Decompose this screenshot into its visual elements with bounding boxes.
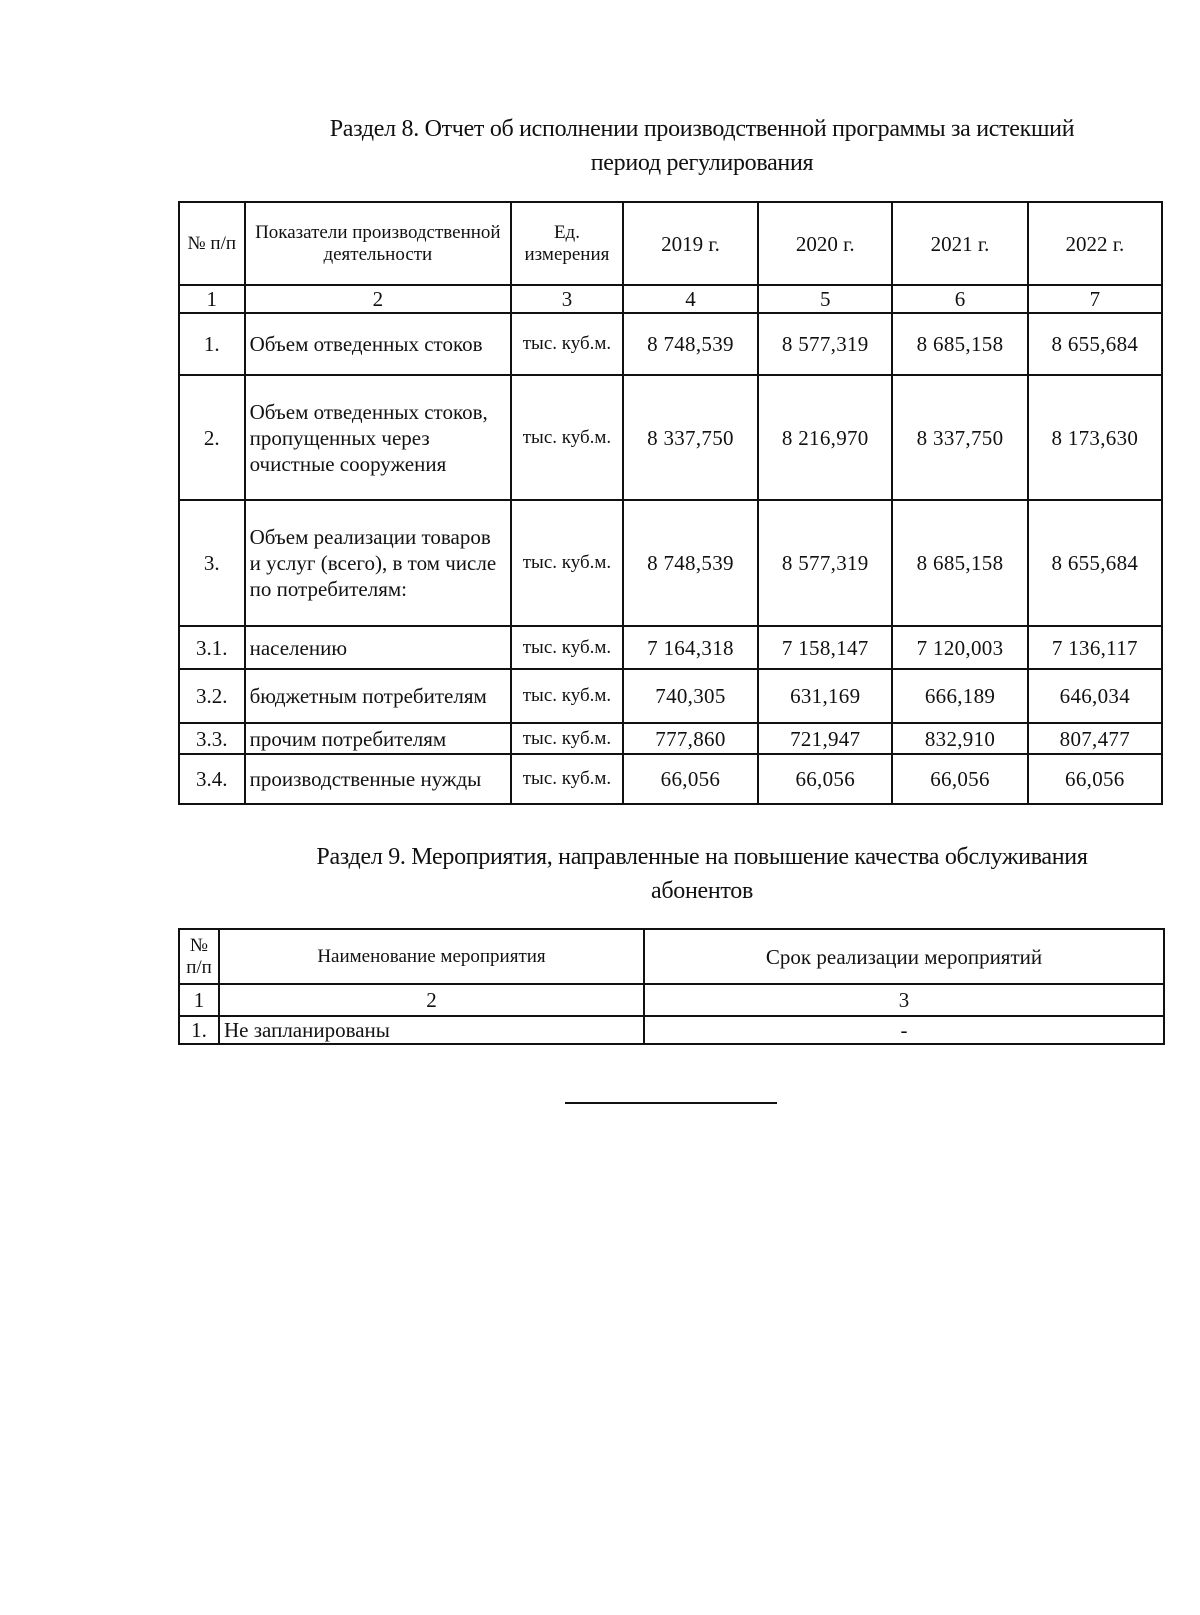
value-2020: 721,947: [758, 723, 892, 754]
value-2019: 66,056: [623, 754, 758, 804]
value-2022: 646,034: [1028, 669, 1162, 723]
value-2022: 8 655,684: [1028, 500, 1162, 626]
value-2021: 8 685,158: [892, 500, 1027, 626]
measure-deadline: -: [644, 1016, 1164, 1044]
value-2019: 740,305: [623, 669, 758, 723]
value-2021: 832,910: [892, 723, 1027, 754]
row-indicator: бюджетным потребителям: [245, 669, 512, 723]
value-2021: 66,056: [892, 754, 1027, 804]
row-num: 3.1.: [179, 626, 245, 669]
colnum: 3: [511, 285, 623, 313]
header-unit: Ед. измерения: [511, 202, 623, 285]
row-num: 3.: [179, 500, 245, 626]
section8-title-line1: Раздел 8. Отчет об исполнении производственной программы за истекший: [329, 116, 1075, 142]
header-deadline: Срок реализации мероприятий: [644, 929, 1164, 984]
colnum: 5: [758, 285, 892, 313]
colnum: 7: [1028, 285, 1162, 313]
row-unit: тыс. куб.м.: [511, 500, 623, 626]
row-indicator: Объем реализации товаров и услуг (всего), в том числе по потребителям:: [245, 500, 512, 626]
table-row: [179, 626, 1162, 669]
table-header-row: [179, 929, 1164, 984]
row-indicator: населению: [245, 626, 512, 669]
value-2019: 8 748,539: [623, 500, 758, 626]
colnum: 3: [644, 984, 1164, 1016]
colnum: 2: [245, 285, 512, 313]
row-indicator: Объем отведенных стоков: [245, 313, 512, 375]
header-2019: 2019 г.: [623, 202, 758, 285]
value-2020: 8 577,319: [758, 313, 892, 375]
table-row: [179, 754, 1162, 804]
section8-title-line2: период регулирования: [590, 150, 814, 176]
colnum: 2: [219, 984, 644, 1016]
value-2019: 8 748,539: [623, 313, 758, 375]
table-row: [179, 313, 1162, 375]
value-2019: 777,860: [623, 723, 758, 754]
row-indicator: производственные нужды: [245, 754, 512, 804]
row-indicator: прочим потребителям: [245, 723, 512, 754]
colnum: 6: [892, 285, 1027, 313]
row-unit: тыс. куб.м.: [511, 313, 623, 375]
row-unit: тыс. куб.м.: [511, 754, 623, 804]
section9-title: [262, 840, 1142, 908]
table-row: [179, 375, 1162, 500]
table-row: [179, 1016, 1164, 1044]
value-2021: 666,189: [892, 669, 1027, 723]
table-row: [179, 500, 1162, 626]
row-unit: тыс. куб.м.: [511, 375, 623, 500]
column-number-row: [179, 984, 1164, 1016]
header-2022: 2022 г.: [1028, 202, 1162, 285]
value-2022: 66,056: [1028, 754, 1162, 804]
value-2022: 7 136,117: [1028, 626, 1162, 669]
row-unit: тыс. куб.м.: [511, 669, 623, 723]
measure-name: Не запланированы: [219, 1016, 644, 1044]
row-num: 1.: [179, 313, 245, 375]
section9-title-line1: Раздел 9. Мероприятия, направленные на повышение качества обслуживания: [316, 844, 1088, 870]
header-2020: 2020 г.: [758, 202, 892, 285]
production-program-table: [178, 201, 1163, 805]
row-unit: тыс. куб.м.: [511, 626, 623, 669]
row-unit: тыс. куб.м.: [511, 723, 623, 754]
header-measure-name: Наименование мероприятия: [219, 929, 644, 984]
row-indicator: Объем отведенных стоков, пропущенных через очистные сооружения: [245, 375, 512, 500]
value-2019: 7 164,318: [623, 626, 758, 669]
row-num: 3.2.: [179, 669, 245, 723]
colnum: 1: [179, 285, 245, 313]
value-2020: 8 577,319: [758, 500, 892, 626]
value-2020: 7 158,147: [758, 626, 892, 669]
value-2021: 7 120,003: [892, 626, 1027, 669]
header-indicator: Показатели производственной деятельности: [245, 202, 512, 285]
column-number-row: [179, 285, 1162, 313]
colnum: 4: [623, 285, 758, 313]
table-header-row: [179, 202, 1162, 285]
header-2021: 2021 г.: [892, 202, 1027, 285]
table-row: [179, 723, 1162, 754]
value-2022: 8 655,684: [1028, 313, 1162, 375]
section8-title: [262, 112, 1142, 180]
section9-title-line2: абонентов: [650, 878, 753, 904]
row-num: 2.: [179, 375, 245, 500]
value-2020: 66,056: [758, 754, 892, 804]
value-2021: 8 685,158: [892, 313, 1027, 375]
value-2022: 8 173,630: [1028, 375, 1162, 500]
header-num: № п/п: [179, 929, 219, 984]
row-num: 3.4.: [179, 754, 245, 804]
end-rule: [565, 1102, 777, 1104]
measures-table: [178, 928, 1165, 1045]
value-2019: 8 337,750: [623, 375, 758, 500]
row-num: 1.: [179, 1016, 219, 1044]
value-2021: 8 337,750: [892, 375, 1027, 500]
header-num: № п/п: [179, 202, 245, 285]
row-num: 3.3.: [179, 723, 245, 754]
value-2020: 631,169: [758, 669, 892, 723]
value-2022: 807,477: [1028, 723, 1162, 754]
table-row: [179, 669, 1162, 723]
value-2020: 8 216,970: [758, 375, 892, 500]
colnum: 1: [179, 984, 219, 1016]
